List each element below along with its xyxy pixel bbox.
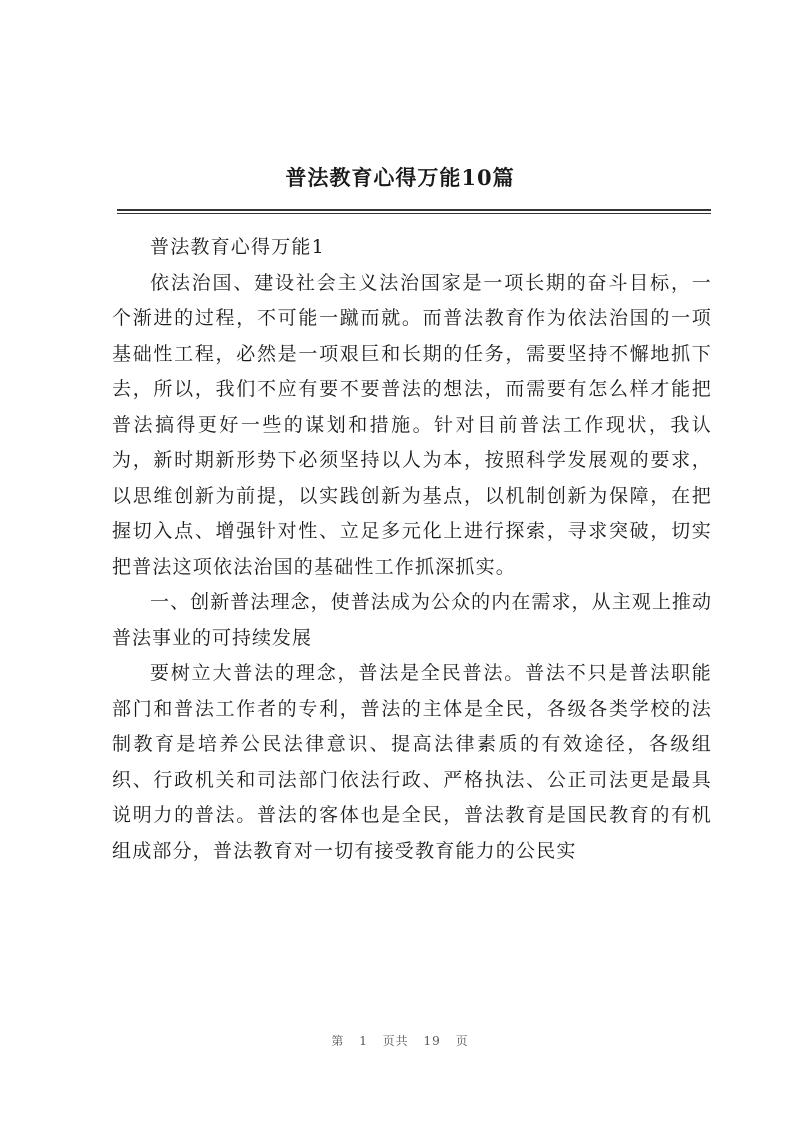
footer-page-label: 第 (331, 1034, 345, 1048)
document-title: 普法教育心得万能10篇 (285, 165, 515, 190)
footer-current-page: 1 (359, 1034, 368, 1048)
footer-of-label: 页共 (382, 1034, 409, 1048)
title-divider (117, 209, 711, 214)
subsection-heading: 一、创新普法理念，使普法成为公众的内在需求，从主观上推动普法事业的可持续发展 (112, 591, 712, 649)
body-paragraph: 要树立大普法的理念，普法是全民普法。普法不只是普法职能部门和普法工作者的专利，普法的主体是全民，各级各类学校的法制教育是培养公民法律意识、提高法律素质的有效途径，各级组织、行政机关和司法部门依法行政、严格执法、公正司法更是最具说明力的普法。普法的客体也是全民，普法教育是国民教育的有机组成部分，普法教育对一切有接受教育能力的公民实 (112, 662, 712, 862)
section-heading: 普法教育心得万能1 (150, 236, 325, 258)
footer-end-label: 页 (455, 1034, 469, 1048)
footer-total-pages: 19 (423, 1034, 441, 1048)
document-body (112, 230, 712, 869)
page-footer (0, 1032, 800, 1049)
body-paragraph: 依法治国、建设社会主义法治国家是一项长期的奋斗目标，一个渐进的过程，不可能一蹴而就。而普法教育作为依法治国的一项基础性工程，必然是一项艰巨和长期的任务，需要坚持不懈地抓下去，所以，我们不应有要不要普法的想法，而需要有怎么样才能把普法搞得更好一些的谋划和措施。针对目前普法工作现状，我认为，新时期新形势下必须坚持以人为本，按照科学发展观的要求，以思维创新为前提，以实践创新为基点，以机制创新为保障，在把握切入点、增强针对性、立足多元化上进行探索，寻求突破，切实把普法这项依法治国的基础性工作抓深抓实。 (112, 271, 712, 578)
